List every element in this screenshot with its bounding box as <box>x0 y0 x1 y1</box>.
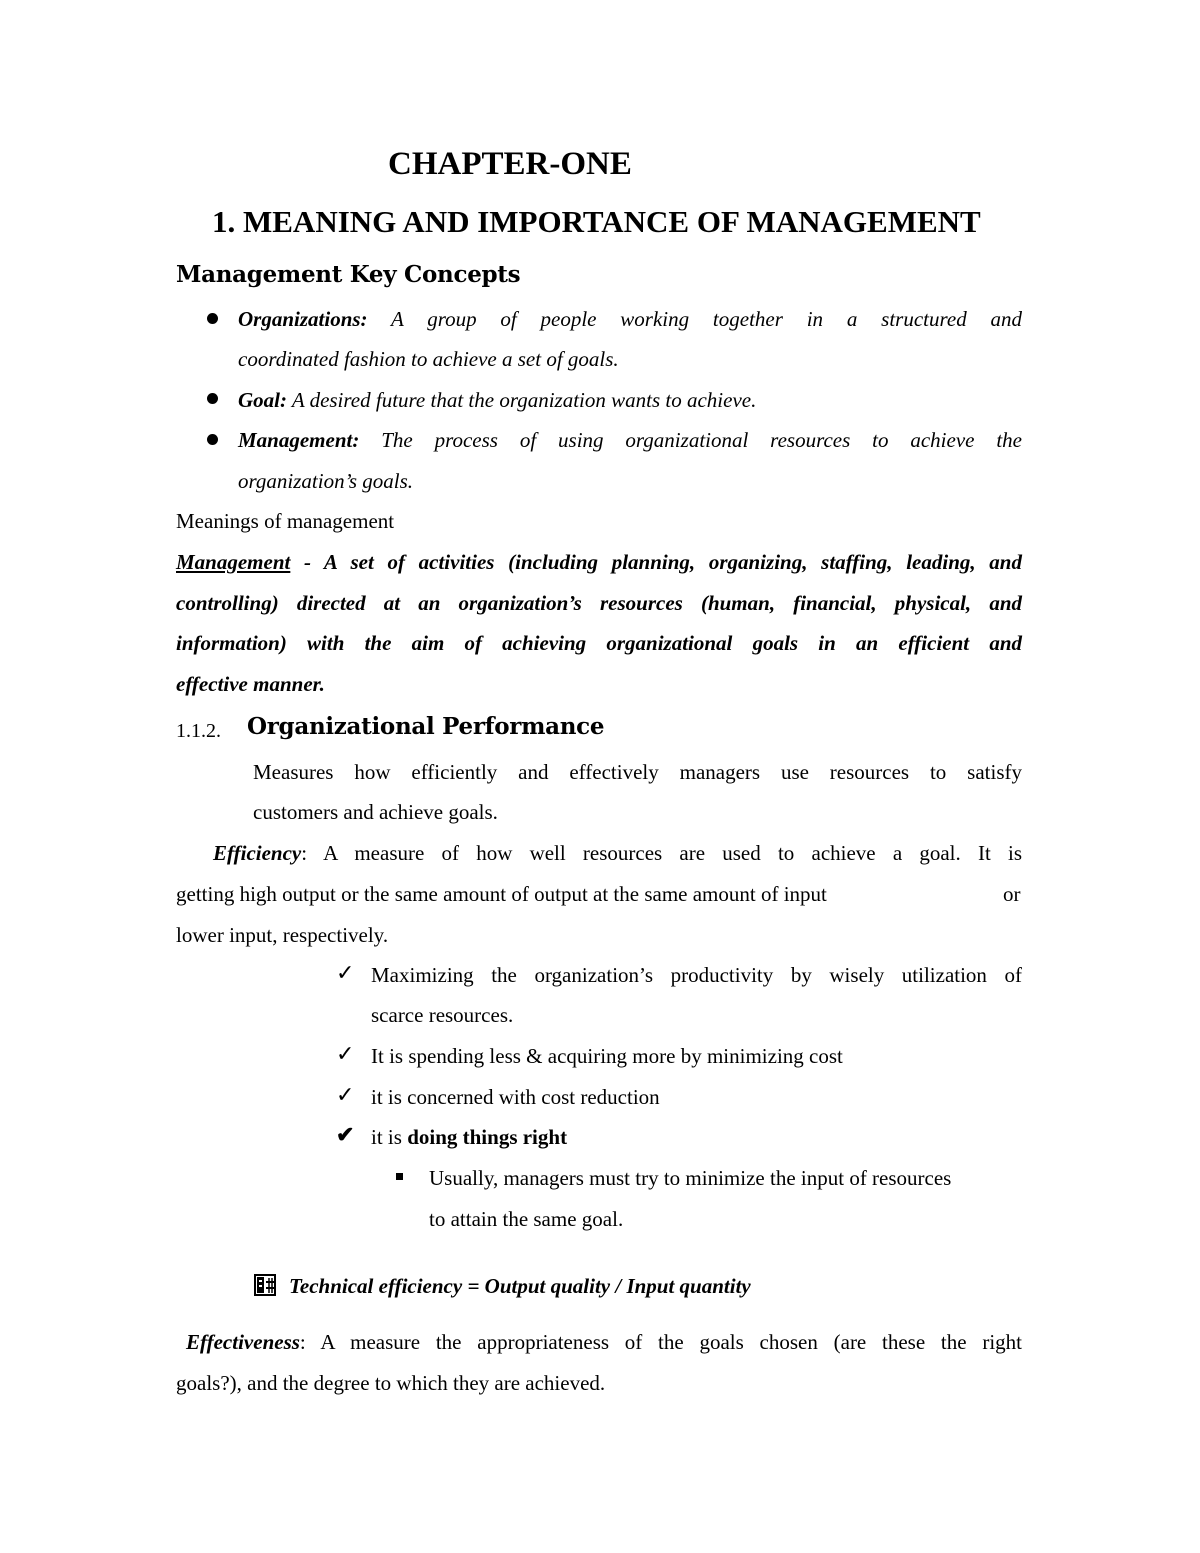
section-title: 1. MEANING AND IMPORTANCE OF MANAGEMENT <box>212 204 981 239</box>
bullet-icon <box>207 434 218 445</box>
effectiveness-text: : A measure the appropriateness of the goals chosen (are these the right <box>299 1330 1022 1354</box>
check-icon: ✓ <box>336 960 355 985</box>
concept-term: Organizations: <box>238 307 368 331</box>
concept-organizations <box>238 306 1022 332</box>
effectiveness-line: goals?), and the degree to which they are achieved. <box>176 1371 606 1395</box>
efficiency-definition <box>213 840 1022 866</box>
subsection-title: Organizational Performance <box>247 713 605 740</box>
check-bold-text: doing things right <box>407 1125 568 1149</box>
check-icon: ✓ <box>336 1082 355 1107</box>
check-icon: ✓ <box>336 1041 355 1066</box>
sub-bullet-text: Usually, managers must try to minimize the input of resources <box>429 1166 952 1190</box>
efficiency-line: getting high output or the same amount of output at the same amount of input <box>176 882 827 906</box>
meaning-line: information) with the aim of achieving organizational goals in an efficient and <box>176 631 1022 655</box>
calculator-icon <box>254 1274 276 1296</box>
bullet-icon <box>207 313 218 324</box>
efficiency-text: : A measure of how well resources are used to achieve a goal. It is <box>301 841 1022 865</box>
meaning-text: - A set of activities (including planning, organizing, staffing, leading, and <box>290 550 1022 574</box>
bullet-icon <box>207 393 218 404</box>
check-item-text: Maximizing the organization’s productivity by wisely utilization of <box>371 963 1022 987</box>
formula-text: Technical efficiency = Output quality / Input quantity <box>289 1274 751 1298</box>
check-item-text <box>371 1124 567 1150</box>
effectiveness-term: Effectiveness <box>186 1330 300 1354</box>
check-item-text-cont: scarce resources. <box>371 1003 514 1027</box>
concept-definition: The process of using organizational resources to achieve the <box>359 428 1022 452</box>
performance-description: Measures how efficiently and effectively managers use resources to satisfy <box>253 760 1022 784</box>
concept-definition-cont: organization’s goals. <box>238 469 414 493</box>
sub-bullet-text-cont: to attain the same goal. <box>429 1207 624 1231</box>
efficiency-line: lower input, respectively. <box>176 923 389 947</box>
check-prefix: it is <box>371 1125 408 1149</box>
meaning-line: controlling) directed at an organization’s resources (human, financial, physical, and <box>176 591 1022 615</box>
chapter-title: CHAPTER-ONE <box>388 146 632 182</box>
square-bullet-icon <box>396 1173 403 1180</box>
performance-description-cont: customers and achieve goals. <box>253 800 498 824</box>
concept-term: Goal: <box>238 388 287 412</box>
check-item-text: it is concerned with cost reduction <box>371 1085 660 1109</box>
meaning-line: effective manner. <box>176 672 325 696</box>
key-concepts-heading: Management Key Concepts <box>176 261 521 288</box>
meaning-term: Management <box>176 550 291 574</box>
efficiency-term: Efficiency <box>213 841 302 865</box>
effectiveness-definition <box>186 1329 1022 1355</box>
check-item-text: It is spending less & acquiring more by minimizing cost <box>371 1044 843 1068</box>
concept-management <box>238 427 1022 453</box>
concept-goal <box>238 387 756 413</box>
subsection-number: 1.1.2. <box>176 720 221 742</box>
meaning-line <box>176 549 1022 575</box>
check-icon: ✔ <box>336 1122 355 1147</box>
concept-definition-cont: coordinated fashion to achieve a set of goals. <box>238 347 619 371</box>
concept-definition: A group of people working together in a structured and <box>367 307 1022 331</box>
efficiency-line-or: or <box>1003 882 1021 906</box>
concept-term: Management: <box>238 428 360 452</box>
meanings-heading: Meanings of management <box>176 509 395 533</box>
concept-definition: A desired future that the organization wants to achieve. <box>287 388 757 412</box>
